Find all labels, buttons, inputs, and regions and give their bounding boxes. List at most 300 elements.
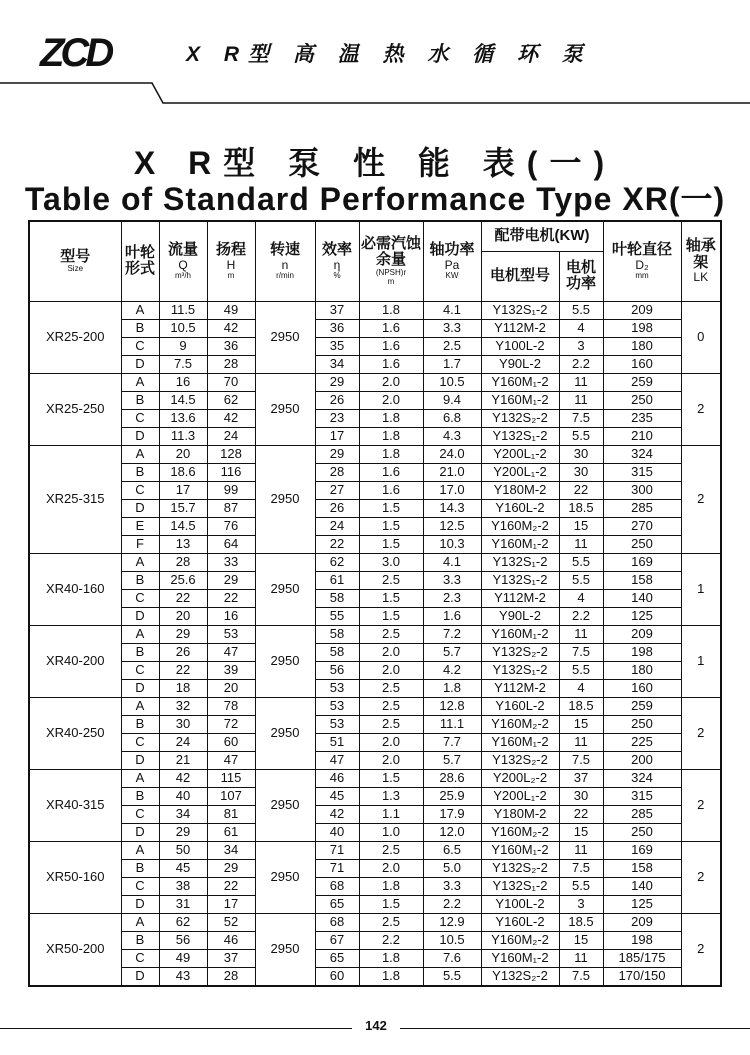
npsh-cell: 2.5 [359,571,423,589]
table-row [29,769,721,787]
motor-model-cell: Y132S₁-2 [481,877,559,895]
impeller-diameter-cell: 158 [603,859,681,877]
header-title: X R型 高 温 热 水 循 环 泵 [186,43,592,66]
flow-cell: 9 [159,337,207,355]
page-header [0,0,750,105]
table-row [29,319,721,337]
shaft-power-cell: 9.4 [423,391,481,409]
npsh-cell: 2.5 [359,841,423,859]
head-cell: 70 [207,373,255,391]
motor-power-cell: 11 [559,373,603,391]
impeller-diameter-cell: 315 [603,787,681,805]
pump-size-cell: XR25-250 [29,373,121,445]
impeller-cell: A [121,913,159,931]
efficiency-cell: 56 [315,661,359,679]
table-row [29,841,721,859]
pump-size-cell: XR40-315 [29,769,121,841]
flow-cell: 31 [159,895,207,913]
head-cell: 16 [207,607,255,625]
head-cell: 39 [207,661,255,679]
motor-model-cell: Y132S₂-2 [481,643,559,661]
bearing-cell: 2 [681,697,721,769]
efficiency-cell: 28 [315,463,359,481]
impeller-cell: B [121,391,159,409]
motor-power-cell: 22 [559,805,603,823]
impeller-cell: C [121,877,159,895]
head-cell: 29 [207,859,255,877]
efficiency-cell: 58 [315,643,359,661]
flow-cell: 62 [159,913,207,931]
impeller-diameter-cell: 209 [603,625,681,643]
motor-power-cell: 15 [559,823,603,841]
header-motor-power: 电机功率 [559,251,603,301]
flow-cell: 30 [159,715,207,733]
efficiency-cell: 26 [315,391,359,409]
header-motor-model: 电机型号 [481,251,559,301]
table-row [29,607,721,625]
impeller-cell: A [121,697,159,715]
speed-cell: 2950 [255,913,315,986]
impeller-cell: B [121,571,159,589]
impeller-diameter-cell: 140 [603,589,681,607]
table-row [29,301,721,319]
shaft-power-cell: 5.7 [423,643,481,661]
table-row [29,589,721,607]
impeller-diameter-cell: 324 [603,769,681,787]
motor-model-cell: Y90L-2 [481,607,559,625]
impeller-cell: A [121,301,159,319]
impeller-diameter-cell: 160 [603,679,681,697]
motor-model-cell: Y160M₁-2 [481,373,559,391]
impeller-diameter-cell: 209 [603,301,681,319]
page-number: 142 [365,1018,387,1033]
flow-cell: 22 [159,661,207,679]
impeller-cell: D [121,823,159,841]
flow-cell: 26 [159,643,207,661]
motor-model-cell: Y160L-2 [481,697,559,715]
flow-cell: 13 [159,535,207,553]
impeller-diameter-cell: 250 [603,715,681,733]
flow-cell: 25.6 [159,571,207,589]
motor-model-cell: Y180M-2 [481,481,559,499]
speed-cell: 2950 [255,553,315,625]
efficiency-cell: 55 [315,607,359,625]
pump-size-cell: XR25-200 [29,301,121,373]
table-row [29,715,721,733]
shaft-power-cell: 3.3 [423,877,481,895]
flow-cell: 16 [159,373,207,391]
impeller-cell: B [121,787,159,805]
flow-cell: 45 [159,859,207,877]
impeller-cell: D [121,895,159,913]
head-cell: 49 [207,301,255,319]
impeller-diameter-cell: 300 [603,481,681,499]
motor-model-cell: Y160M₂-2 [481,823,559,841]
header-speed: 转速 n r/min [255,221,315,301]
header-efficiency: 效率 η % [315,221,359,301]
footer-rule-right [400,1028,750,1029]
motor-model-cell: Y100L-2 [481,895,559,913]
efficiency-cell: 35 [315,337,359,355]
head-cell: 34 [207,841,255,859]
svg-text:ZCD: ZCD [40,31,111,72]
npsh-cell: 2.0 [359,643,423,661]
impeller-diameter-cell: 125 [603,607,681,625]
motor-model-cell: Y132S₂-2 [481,859,559,877]
head-cell: 99 [207,481,255,499]
motor-model-cell: Y132S₂-2 [481,967,559,986]
motor-power-cell: 5.5 [559,301,603,319]
motor-model-cell: Y100L-2 [481,337,559,355]
npsh-cell: 2.5 [359,715,423,733]
speed-cell: 2950 [255,301,315,373]
shaft-power-cell: 5.7 [423,751,481,769]
table-row [29,373,721,391]
shaft-power-cell: 6.5 [423,841,481,859]
efficiency-cell: 51 [315,733,359,751]
head-cell: 42 [207,409,255,427]
shaft-power-cell: 3.3 [423,571,481,589]
motor-power-cell: 7.5 [559,409,603,427]
impeller-diameter-cell: 125 [603,895,681,913]
impeller-diameter-cell: 285 [603,499,681,517]
motor-power-cell: 30 [559,787,603,805]
impeller-cell: B [121,931,159,949]
flow-cell: 14.5 [159,391,207,409]
motor-model-cell: Y200L₁-2 [481,787,559,805]
table-row [29,445,721,463]
impeller-cell: C [121,589,159,607]
shaft-power-cell: 24.0 [423,445,481,463]
table-row [29,679,721,697]
efficiency-cell: 36 [315,319,359,337]
table-row [29,499,721,517]
shaft-power-cell: 17.9 [423,805,481,823]
header-shaft-power: 轴功率 Pa KW [423,221,481,301]
efficiency-cell: 42 [315,805,359,823]
shaft-power-cell: 12.9 [423,913,481,931]
shaft-power-cell: 2.5 [423,337,481,355]
efficiency-cell: 17 [315,427,359,445]
motor-power-cell: 22 [559,481,603,499]
motor-power-cell: 15 [559,517,603,535]
impeller-diameter-cell: 169 [603,553,681,571]
motor-model-cell: Y112M-2 [481,679,559,697]
flow-cell: 42 [159,769,207,787]
impeller-diameter-cell: 158 [603,571,681,589]
shaft-power-cell: 12.8 [423,697,481,715]
npsh-cell: 2.0 [359,733,423,751]
table-row [29,859,721,877]
efficiency-cell: 22 [315,535,359,553]
motor-power-cell: 15 [559,931,603,949]
shaft-power-cell: 17.0 [423,481,481,499]
head-cell: 87 [207,499,255,517]
npsh-cell: 2.0 [359,859,423,877]
motor-model-cell: Y132S₂-2 [481,751,559,769]
table-row [29,967,721,986]
flow-cell: 50 [159,841,207,859]
impeller-diameter-cell: 200 [603,751,681,769]
motor-model-cell: Y132S₁-2 [481,661,559,679]
motor-model-cell: Y132S₁-2 [481,427,559,445]
impeller-diameter-cell: 235 [603,409,681,427]
efficiency-cell: 68 [315,877,359,895]
npsh-cell: 1.6 [359,319,423,337]
impeller-diameter-cell: 140 [603,877,681,895]
table-row [29,787,721,805]
flow-cell: 14.5 [159,517,207,535]
table-row [29,337,721,355]
npsh-cell: 2.5 [359,679,423,697]
impeller-diameter-cell: 259 [603,373,681,391]
shaft-power-cell: 4.1 [423,301,481,319]
impeller-cell: D [121,355,159,373]
shaft-power-cell: 2.3 [423,589,481,607]
header-bearing: 轴承架 LK [681,221,721,301]
efficiency-cell: 58 [315,625,359,643]
npsh-cell: 1.5 [359,607,423,625]
pump-size-cell: XR40-200 [29,625,121,697]
npsh-cell: 2.0 [359,391,423,409]
npsh-cell: 1.6 [359,463,423,481]
shaft-power-cell: 5.5 [423,967,481,986]
table-row [29,553,721,571]
pump-size-cell: XR40-250 [29,697,121,769]
motor-model-cell: Y132S₁-2 [481,571,559,589]
npsh-cell: 1.6 [359,337,423,355]
table-row [29,823,721,841]
impeller-diameter-cell: 250 [603,391,681,409]
impeller-cell: D [121,751,159,769]
efficiency-cell: 45 [315,787,359,805]
npsh-cell: 1.5 [359,895,423,913]
flow-cell: 17 [159,481,207,499]
motor-model-cell: Y160M₁-2 [481,535,559,553]
pump-size-cell: XR50-200 [29,913,121,986]
flow-cell: 11.3 [159,427,207,445]
motor-power-cell: 4 [559,589,603,607]
table-row [29,391,721,409]
motor-power-cell: 11 [559,949,603,967]
impeller-diameter-cell: 270 [603,517,681,535]
impeller-cell: A [121,625,159,643]
impeller-diameter-cell: 198 [603,643,681,661]
motor-model-cell: Y200L₁-2 [481,445,559,463]
shaft-power-cell: 7.7 [423,733,481,751]
efficiency-cell: 23 [315,409,359,427]
shaft-power-cell: 21.0 [423,463,481,481]
head-cell: 61 [207,823,255,841]
head-cell: 37 [207,949,255,967]
motor-power-cell: 11 [559,625,603,643]
table-row [29,481,721,499]
npsh-cell: 1.5 [359,769,423,787]
header-flow: 流量 Q m³/h [159,221,207,301]
bearing-cell: 2 [681,373,721,445]
motor-power-cell: 3 [559,895,603,913]
flow-cell: 24 [159,733,207,751]
head-cell: 22 [207,589,255,607]
motor-model-cell: Y160M₂-2 [481,931,559,949]
header-size: 型号 Size [29,221,121,301]
motor-power-cell: 3 [559,337,603,355]
header-npsh: 必需汽蚀余量 (NPSH)r m [359,221,423,301]
page-title-english: Table of Standard Performance Type XR(一) [24,181,726,217]
motor-model-cell: Y112M-2 [481,319,559,337]
motor-power-cell: 18.5 [559,913,603,931]
shaft-power-cell: 6.8 [423,409,481,427]
efficiency-cell: 26 [315,499,359,517]
bearing-cell: 2 [681,445,721,553]
impeller-cell: E [121,517,159,535]
table-row [29,427,721,445]
head-cell: 128 [207,445,255,463]
bearing-cell: 0 [681,301,721,373]
motor-power-cell: 7.5 [559,967,603,986]
head-cell: 115 [207,769,255,787]
motor-power-cell: 5.5 [559,553,603,571]
efficiency-cell: 58 [315,589,359,607]
motor-model-cell: Y160L-2 [481,499,559,517]
efficiency-cell: 24 [315,517,359,535]
impeller-diameter-cell: 160 [603,355,681,373]
impeller-cell: A [121,841,159,859]
motor-model-cell: Y132S₁-2 [481,553,559,571]
head-cell: 46 [207,931,255,949]
efficiency-cell: 27 [315,481,359,499]
motor-model-cell: Y160M₁-2 [481,391,559,409]
page-title-chinese: X R型 泵 性 能 表(一) [133,145,617,181]
shaft-power-cell: 7.6 [423,949,481,967]
header-diameter: 叶轮直径 D₂ mm [603,221,681,301]
npsh-cell: 1.1 [359,805,423,823]
npsh-cell: 1.5 [359,589,423,607]
head-cell: 52 [207,913,255,931]
table-row [29,517,721,535]
shaft-power-cell: 2.2 [423,895,481,913]
motor-model-cell: Y160M₂-2 [481,715,559,733]
flow-cell: 49 [159,949,207,967]
pump-size-cell: XR25-315 [29,445,121,553]
flow-cell: 29 [159,625,207,643]
impeller-cell: C [121,337,159,355]
motor-power-cell: 30 [559,463,603,481]
flow-cell: 18 [159,679,207,697]
flow-cell: 7.5 [159,355,207,373]
motor-power-cell: 2.2 [559,355,603,373]
impeller-cell: B [121,859,159,877]
flow-cell: 13.6 [159,409,207,427]
bearing-cell: 1 [681,625,721,697]
impeller-diameter-cell: 225 [603,733,681,751]
efficiency-cell: 34 [315,355,359,373]
bearing-cell: 2 [681,769,721,841]
npsh-cell: 2.5 [359,697,423,715]
npsh-cell: 1.6 [359,355,423,373]
motor-model-cell: Y112M-2 [481,589,559,607]
npsh-cell: 2.2 [359,931,423,949]
flow-cell: 22 [159,589,207,607]
npsh-cell: 1.6 [359,481,423,499]
efficiency-cell: 65 [315,949,359,967]
motor-model-cell: Y160M₁-2 [481,625,559,643]
impeller-cell: D [121,967,159,986]
motor-power-cell: 15 [559,715,603,733]
efficiency-cell: 37 [315,301,359,319]
npsh-cell: 2.5 [359,625,423,643]
impeller-cell: B [121,643,159,661]
impeller-diameter-cell: 180 [603,337,681,355]
impeller-diameter-cell: 185/175 [603,949,681,967]
head-cell: 22 [207,877,255,895]
performance-table-body [29,301,721,986]
motor-power-cell: 2.2 [559,607,603,625]
table-row [29,697,721,715]
speed-cell: 2950 [255,769,315,841]
page-footer [0,1014,750,1044]
pump-size-cell: XR50-160 [29,841,121,913]
motor-model-cell: Y160M₁-2 [481,733,559,751]
flow-cell: 40 [159,787,207,805]
table-row [29,661,721,679]
shaft-power-cell: 10.3 [423,535,481,553]
npsh-cell: 1.5 [359,535,423,553]
bearing-cell: 1 [681,553,721,625]
motor-power-cell: 18.5 [559,697,603,715]
head-cell: 116 [207,463,255,481]
impeller-diameter-cell: 198 [603,319,681,337]
flow-cell: 38 [159,877,207,895]
impeller-cell: A [121,445,159,463]
head-cell: 17 [207,895,255,913]
efficiency-cell: 61 [315,571,359,589]
motor-power-cell: 30 [559,445,603,463]
efficiency-cell: 47 [315,751,359,769]
table-row [29,895,721,913]
table-row [29,913,721,931]
impeller-cell: D [121,679,159,697]
efficiency-cell: 53 [315,715,359,733]
impeller-cell: C [121,805,159,823]
head-cell: 28 [207,355,255,373]
motor-model-cell: Y90L-2 [481,355,559,373]
speed-cell: 2950 [255,697,315,769]
flow-cell: 32 [159,697,207,715]
efficiency-cell: 29 [315,445,359,463]
impeller-cell: C [121,661,159,679]
npsh-cell: 1.8 [359,445,423,463]
shaft-power-cell: 11.1 [423,715,481,733]
shaft-power-cell: 5.0 [423,859,481,877]
impeller-diameter-cell: 169 [603,841,681,859]
impeller-diameter-cell: 285 [603,805,681,823]
table-row [29,949,721,967]
head-cell: 36 [207,337,255,355]
head-cell: 64 [207,535,255,553]
efficiency-cell: 62 [315,553,359,571]
shaft-power-cell: 28.6 [423,769,481,787]
efficiency-cell: 68 [315,913,359,931]
npsh-cell: 2.0 [359,661,423,679]
impeller-diameter-cell: 210 [603,427,681,445]
table-row [29,463,721,481]
impeller-cell: A [121,373,159,391]
impeller-diameter-cell: 170/150 [603,967,681,986]
motor-power-cell: 4 [559,679,603,697]
head-cell: 33 [207,553,255,571]
flow-cell: 29 [159,823,207,841]
